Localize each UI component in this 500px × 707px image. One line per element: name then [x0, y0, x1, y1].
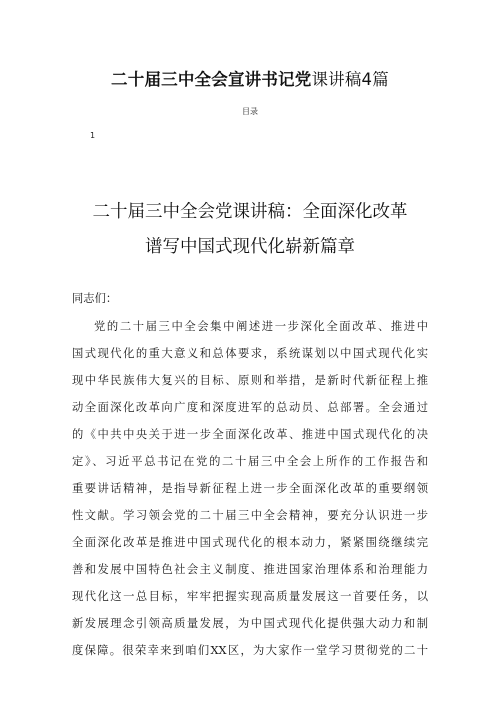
document-title	[0, 66, 500, 90]
paragraph-line: 重要讲话精神，是指导新征程上进一步全面深化改革的重要纲领	[72, 482, 428, 495]
paragraph-line: 度保障。很荣幸来到咱们XX区，为大家作一堂学习贯彻党的二十	[72, 644, 428, 657]
paragraph-line: 国式现代化的重大意义和总体要求，系统谋划以中国式现代化实	[72, 347, 428, 360]
article-title-line-1: 二十届三中全会党课讲稿：全面深化改革	[92, 202, 408, 222]
paragraph-line: 现代化这一总目标，牢牢把握实现高质量发展这一首要任务，以	[72, 590, 428, 603]
document-title-rest: 课讲稿4篇	[311, 70, 389, 89]
paragraph-line: 性文献。学习领会党的二十届三中全会精神，要充分认识进一步	[72, 509, 428, 522]
paragraph-line: 动全面深化改革向广度和深度进军的总动员、总部署。全会通过	[72, 401, 428, 414]
paragraph-line: 的《中共中央关于进一步全面深化改革、推进中国式现代化的决	[72, 428, 428, 441]
paragraph-line: 全面深化改革是推进中国式现代化的根本动力，紧紧围绕继续完	[72, 536, 428, 549]
toc-entry[interactable]: 1	[90, 131, 96, 140]
paragraph-line: 定》、习近平总书记在党的二十届三中全会上所作的工作报告和	[72, 455, 428, 468]
paragraph-line: 新发展理念引领高质量发展，为中国式现代化提供强大动力和制	[72, 617, 428, 630]
paragraph-line: 善和发展中国特色社会主义制度、推进国家治理体系和治理能力	[72, 563, 428, 576]
toc-heading: 目录	[242, 107, 258, 116]
article-title-line-2: 谱写中国式现代化崭新篇章	[145, 237, 355, 257]
paragraph-line: 党的二十届三中全会集中阐述进一步深化全面改革、推进中	[94, 320, 428, 333]
salutation: 同志们：	[72, 292, 118, 305]
document-title-bold: 二十届三中全会宣讲书记党	[111, 70, 312, 89]
paragraph-line: 现中华民族伟大复兴的目标、原则和举措，是新时代新征程上推	[72, 374, 428, 387]
